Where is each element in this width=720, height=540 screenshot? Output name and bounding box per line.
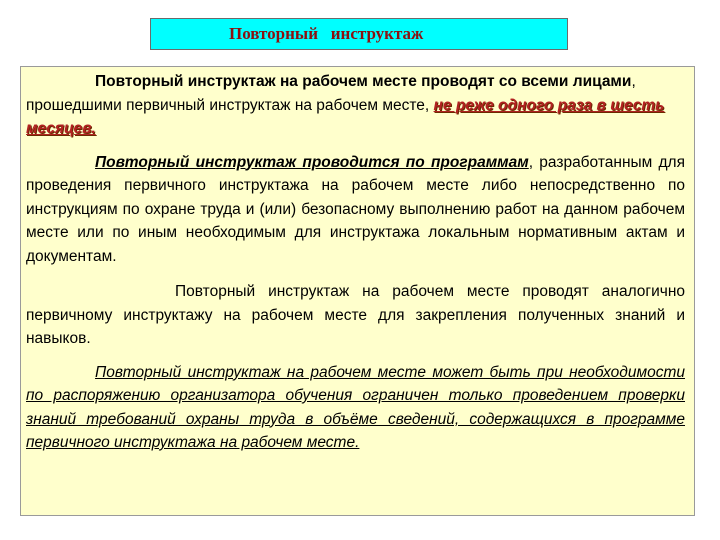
paragraph-frequency [26,70,685,141]
frequency-emphasis: не реже одного раза в шесть месяцев. [26,96,665,137]
paragraph-programs [26,151,685,269]
content-panel [20,66,695,516]
paragraph-text: , прошедшими первичный инструктаж на рабочем месте, [26,73,636,114]
slide-title: Повторный инструктаж [150,18,568,50]
paragraph-purpose [26,280,685,351]
paragraph-text: , разработанным для проведения первичного инструктажа на рабочем месте либо непосредственно по инструкциям по охране труда и (или) безопасному выполнению работ на данном рабочем месте или по иным необходимым для инструктажа локальным нормативным актам и документам. [26,153,685,265]
paragraph-lead: Повторный инструктаж проводится по программам [95,153,529,171]
paragraph-lead: Повторный инструктаж на рабочем месте проводят со всеми лицами [95,73,632,90]
paragraph-text: Повторный инструктаж на рабочем месте может быть при необходимости по распоряжению организатора обучения ограничен только проведением проверки знаний требований охраны труда в объёме сведений, содержащихся в программе первичного инструктажа на рабочем месте. [26,363,685,451]
paragraph-text: Повторный инструктаж на рабочем месте проводят аналогично первичному инструктажу на рабочем месте для закрепления полученных знаний и навыков. [26,283,685,347]
paragraph-limitation [26,361,685,455]
